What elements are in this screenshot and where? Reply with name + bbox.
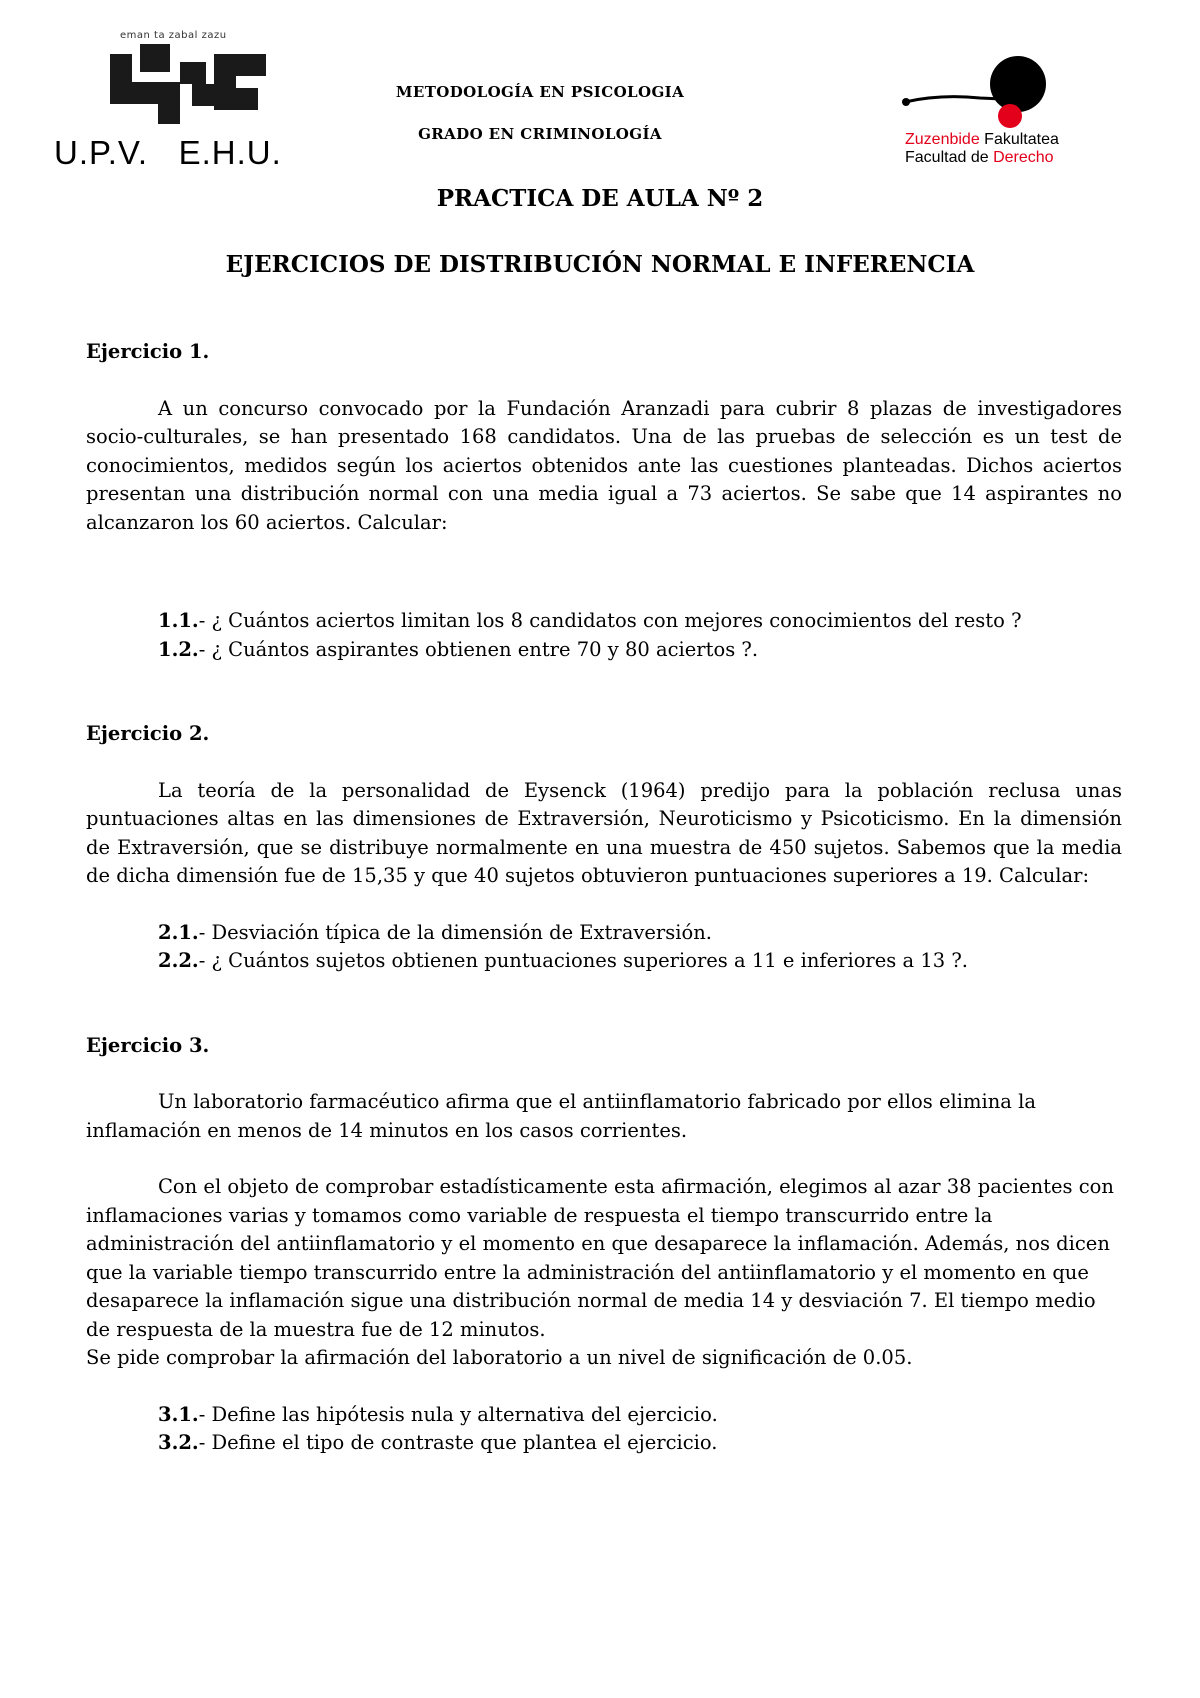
question-text: - Define las hipótesis nula y alternativa del ejercicio. (198, 1402, 718, 1426)
upv-motto: eman ta zabal zazu (120, 30, 227, 41)
question-text: - ¿ Cuántos aspirantes obtienen entre 70 y 80 aciertos ?. (198, 637, 759, 661)
faculty-basque-black: Fakultatea (979, 131, 1059, 148)
exercise-1-paragraph: A un concurso convocado por la Fundación Aranzadi para cubrir 8 plazas de investigadores socio-culturales, se han presentado 168 candidatos. Una de las pruebas de selección es un test de conocimientos, medidos según los aciertos obtenidos ante las cuestiones planteadas. Dichos aciertos presentan una distribución normal con una media igual a 73 aciertos. Se sabe que 14 aspirantes no alcanzaron los 60 aciertos. Calcular: (86, 396, 1122, 534)
exercise-3-paragraph-3: Se pide comprobar la afirmación del laboratorio a un nivel de significación de 0.05. (86, 1346, 913, 1369)
upv-ehu-wordmark: U.P.V. E.H.U. (54, 134, 282, 171)
page-header (0, 0, 1200, 180)
faculty-spanish-red: Derecho (993, 149, 1054, 166)
exercise-2-question-1 (86, 919, 1122, 948)
faculty-logo (900, 52, 1100, 172)
exercise-2-question-2 (86, 947, 1122, 976)
exercise-2-paragraph: La teoría de la personalidad de Eysenck (1964) predijo para la población reclusa unas puntuaciones altas en las dimensiones de Extraversión, Neuroticismo y Psicoticismo. En la dimensión de Extraversión, que se distribuye normalmente en una muestra de 450 sujetos. Sabemos que la media de dicha dimensión fue de 15,35 y que 40 sujetos obtuvieron puntuaciones superiores a 19. Calcular: (86, 778, 1122, 887)
course-name: METODOLOGÍA EN PSICOLOGIA (395, 83, 685, 101)
question-number: 1.1. (158, 609, 199, 632)
header-course-block (320, 83, 760, 143)
exercise-content (86, 338, 1122, 1458)
faculty-basque-red: Zuzenbide (905, 131, 980, 148)
degree-name: GRADO EN CRIMINOLOGÍA (418, 125, 662, 143)
question-text: - ¿ Cuántos aciertos limitan los 8 candidatos con mejores conocimientos del resto ? (198, 609, 1022, 632)
faculty-name-spanish (905, 149, 1054, 167)
question-text: - Define el tipo de contraste que plantea el ejercicio. (198, 1431, 718, 1454)
faculty-name-basque (905, 131, 1059, 149)
question-number: 3.1. (158, 1402, 199, 1426)
exercise-2-heading: Ejercicio 2. (86, 722, 210, 745)
exercise-3-heading: Ejercicio 3. (86, 1033, 210, 1057)
practice-title: PRACTICA DE AULA Nº 2 (436, 185, 764, 212)
faculty-spanish-black: Facultad de (905, 149, 994, 166)
faculty-emblem-icon (900, 52, 1100, 132)
question-number: 3.2. (158, 1431, 199, 1454)
exercise-3-paragraph-2: Con el objeto de comprobar estadísticamente esta afirmación, elegimos al azar 38 pacientes con inflamaciones varias y tomamos como variable de respuesta el tiempo transcurrido entre la administración del antiinflamatorio y el momento en que desaparece la inflamación. Además, nos dicen que la variable tiempo transcurrido entre la administración del antiinflamatorio y el momento en que desaparece la inflamación sigue una distribución normal de media 14 y desviación 7. El tiempo medio de respuesta de la muestra fue de 12 minutos. (86, 1175, 1114, 1341)
exercise-1-heading: Ejercicio 1. (86, 340, 210, 363)
exercise-1-question-1 (86, 607, 1122, 636)
upv-emblem-icon (110, 44, 280, 124)
exercise-3-question-1 (86, 1401, 1122, 1430)
practice-subtitle: EJERCICIOS DE DISTRIBUCIÓN NORMAL E INFERENCIA (225, 251, 975, 278)
exercise-3-paragraph-1: Un laboratorio farmacéutico afirma que el antiinflamatorio fabricado por ellos elimina la inflamación en menos de 14 minutos en los casos corrientes. (86, 1090, 1036, 1142)
question-number: 2.1. (158, 920, 199, 944)
exercise-3-question-2 (86, 1429, 1122, 1458)
exercise-1-question-2 (86, 636, 1122, 665)
question-number: 1.2. (158, 637, 199, 661)
question-text: - ¿ Cuántos sujetos obtienen puntuaciones superiores a 11 e inferiores a 13 ?. (198, 949, 968, 972)
upv-ehu-logo (54, 30, 294, 180)
question-text: - Desviación típica de la dimensión de Extraversión. (198, 920, 712, 944)
question-number: 2.2. (158, 949, 199, 972)
